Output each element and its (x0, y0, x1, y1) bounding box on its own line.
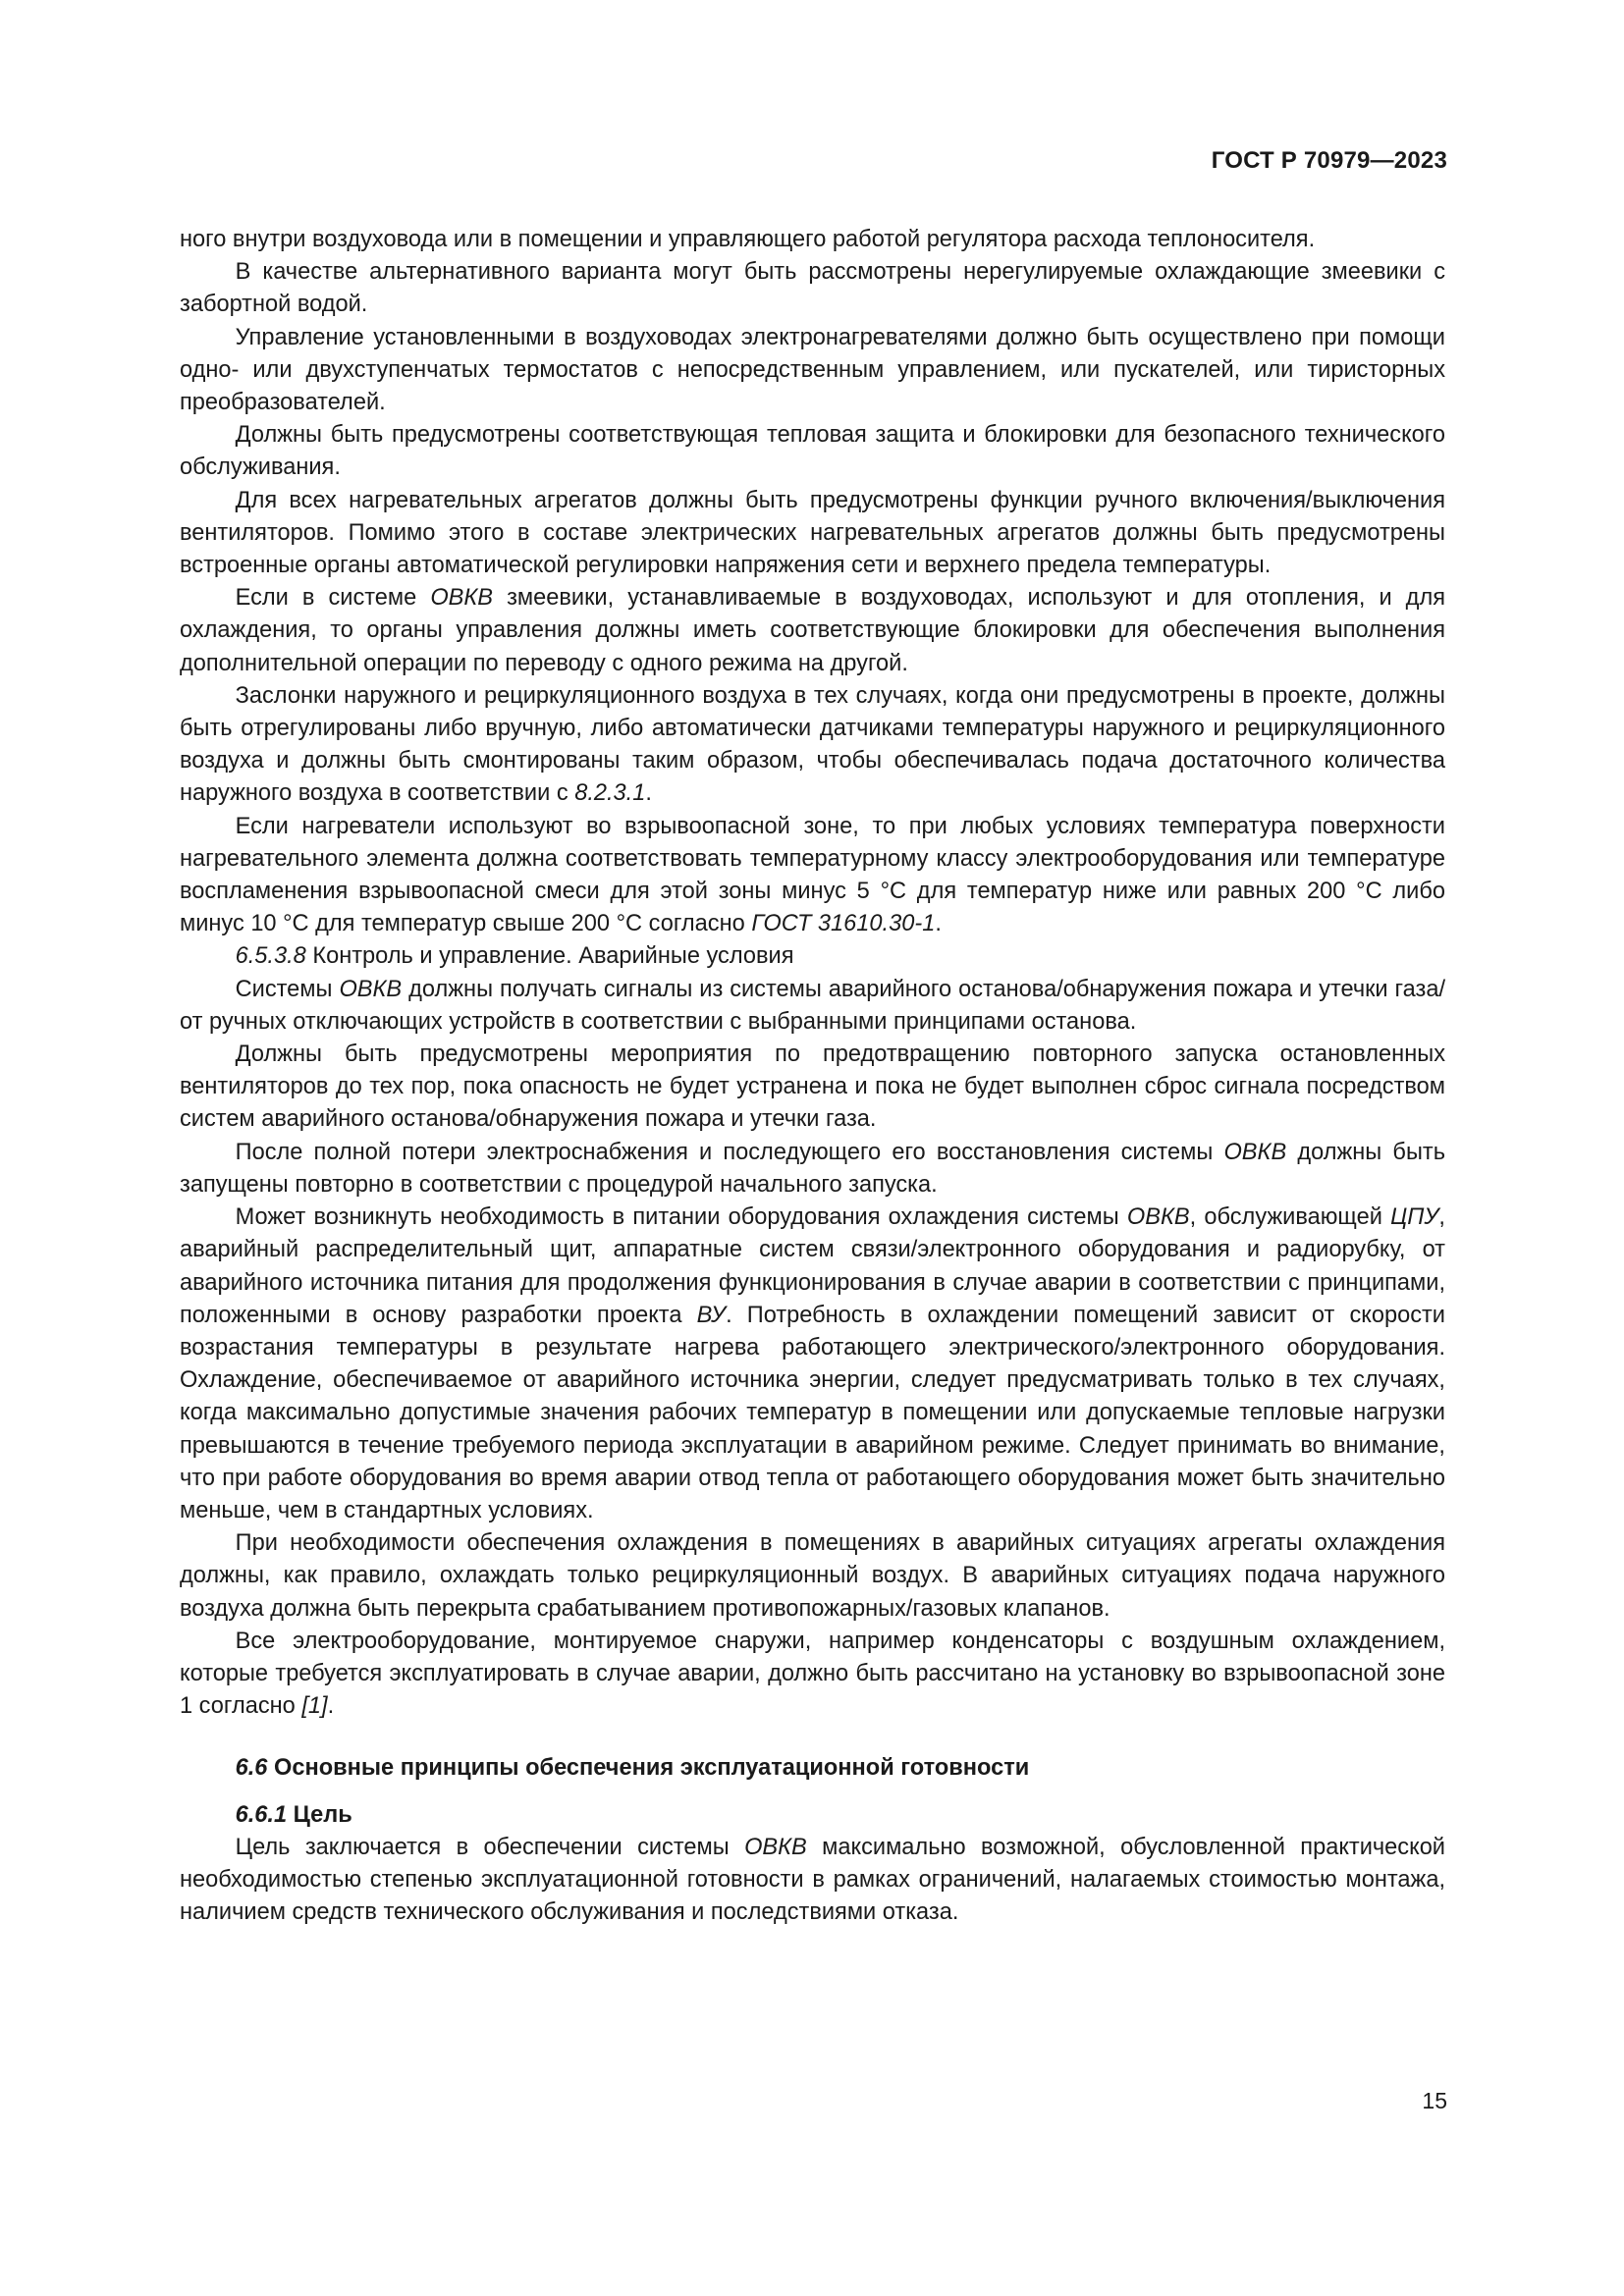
spacer (180, 1723, 1445, 1752)
text-run: После полной потери электроснабжения и последующего его восстановления системы (235, 1139, 1224, 1165)
paragraph-continuation: ного внутри воздуховода или в помещении и управляющего работой регулятора расхода теплоносителя. (180, 227, 1316, 252)
text-run: , аварийный распределительный щит, аппаратные систем связи/электронного оборудования и радиорубку, от аварийного источника питания для продолжения функционирования в случае аварии в соответствии с принципами, положенными в основу разработки проекта (180, 1204, 1445, 1328)
paragraph (180, 582, 1445, 680)
subsection-number: 6.5.3.8 (235, 943, 306, 970)
abbreviation-ovkv: ОВКВ (430, 585, 494, 612)
subsection-number: 6.6.1 (235, 1801, 288, 1828)
paragraph: Должны быть предусмотрены соответствующая тепловая защита и блокировки для безопасного технического обслуживания. (180, 422, 1445, 481)
text-run: . (935, 911, 942, 937)
document-body (180, 224, 1445, 1929)
standard-reference: ГОСТ 31610.30-1 (751, 911, 936, 937)
section-title: Основные принципы обеспечения эксплуатационной готовности (267, 1755, 1030, 1782)
paragraph: Управление установленными в воздуховодах электронагревателями должно быть осуществлено при помощи одно- или двухступенчатых термостатов с непосредственным управлением, или пускателей, или тиристорных преобразователей. (180, 324, 1445, 416)
paragraph: Для всех нагревательных агрегатов должны быть предусмотрены функции ручного включения/выключения вентиляторов. Помимо этого в составе электрических нагревательных агрегатов должны быть предусмотрены встроенные органы автоматической регулировки напряжения сети и верхнего предела температуры. (180, 487, 1445, 579)
text-run: змеевики, устанавливаемые в воздуховодах, используют и для отопления, и для охлаждения, то органы управления должны иметь соответствующие блокировки для обеспечения выполнения дополнительной операции по переводу с одного режима на другой. (180, 585, 1445, 676)
abbreviation-cpu: ЦПУ (1390, 1204, 1439, 1231)
text-run: Если нагреватели используют во взрывоопасной зоне, то при любых условиях температура поверхности нагревательного элемента должна соответствовать температурному классу электрооборудования или температуре воспламенения взрывоопасной смеси для этой зоны минус 5 °C для температур ниже или равных 200 °C либо минус 10 °C для температур свыше 200 °C согласно (180, 813, 1445, 937)
abbreviation-ovkv: ОВКВ (1223, 1139, 1287, 1165)
abbreviation-ovkv: ОВКВ (339, 976, 403, 1002)
paragraph (180, 811, 1445, 941)
cross-reference: 8.2.3.1 (574, 780, 646, 807)
paragraph (180, 974, 1445, 1039)
bibliography-reference: [1] (301, 1693, 328, 1720)
abbreviation-ovkv: ОВКВ (1126, 1204, 1190, 1231)
document-code-header: ГОСТ Р 70979—2023 (1211, 147, 1447, 174)
page-number: 15 (1422, 2088, 1447, 2113)
paragraph (180, 1832, 1445, 1930)
text-run: . (645, 780, 652, 807)
subsection-heading (180, 1799, 1445, 1832)
text-run: должны получать сигналы из системы аварийного останова/обнаружения пожара и утечки газа/от ручных отключающих устройств в соответствии с выбранными принципами останова. (180, 976, 1445, 1035)
section-heading (180, 1752, 1445, 1785)
paragraph: Должны быть предусмотрены мероприятия по предотвращению повторного запуска остановленных вентиляторов до тех пор, пока опасность не будет устранена и пока не будет выполнен сброс сигнала посредством систем аварийного останова/обнаружения пожара и утечки газа. (180, 1041, 1445, 1133)
text-run: Цель заключается в обеспечении системы (235, 1834, 745, 1860)
text-run: Если в системе (235, 585, 431, 612)
paragraph (180, 680, 1445, 811)
paragraph: При необходимости обеспечения охлаждения в помещениях в аварийных ситуациях агрегаты охлаждения должны, как правило, охлаждать только рециркуляционный воздух. В аварийных ситуациях подача наружного воздуха должна быть перекрыта срабатыванием противопожарных/газовых клапанов. (180, 1530, 1445, 1622)
paragraph (180, 1626, 1445, 1724)
spacer (180, 1786, 1445, 1799)
text-run: Может возникнуть необходимость в питании оборудования охлаждения системы (235, 1204, 1127, 1231)
abbreviation-ovkv: ОВКВ (744, 1834, 807, 1860)
paragraph (180, 1201, 1445, 1527)
text-run: Системы (235, 976, 340, 1002)
paragraph (180, 1137, 1445, 1201)
text-run: Заслонки наружного и рециркуляционного воздуха в тех случаях, когда они предусмотрены в проекте, должны быть отрегулированы либо вручную, либо автоматически датчиками температуры наружного и рециркуляционного воздуха и должны быть смонтированы таким образом, чтобы обеспечивалась подача достаточного количества наружного воздуха в соответствии с (180, 682, 1445, 807)
subsection-heading (180, 940, 1445, 973)
abbreviation-vu: ВУ (696, 1302, 727, 1328)
paragraph: В качестве альтернативного варианта могут быть рассмотрены нерегулируемые охлаждающие змеевики с забортной водой. (180, 259, 1445, 318)
section-number: 6.6 (235, 1755, 268, 1782)
subsection-title: Цель (287, 1801, 352, 1828)
text-run: должны быть запущены повторно в соответствии с процедурой начального запуска. (180, 1139, 1445, 1198)
text-run: . Потребность в охлаждении помещений зависит от скорости возрастания температуры в результате нагрева работающего электрического/электронного оборудования. Охлаждение, обеспечиваемое от аварийного источника энергии, следует предусматривать только в тех случаях, когда максимально допустимые значения рабочих температур в помещении или допускаемые тепловые нагрузки превышаются в течение требуемого периода эксплуатации в аварийном режиме. Следует принимать во внимание, что при работе оборудования во время аварии отвод тепла от работающего оборудования может быть значительно меньше, чем в стандартных условиях. (180, 1302, 1445, 1523)
subsection-title: Контроль и управление. Аварийные условия (305, 943, 794, 970)
text-run: . (327, 1693, 335, 1720)
text-run: максимально возможной, обусловленной практической необходимостью степенью эксплуатационной готовности в рамках ограничений, налагаемых стоимостью монтажа, наличием средств технического обслуживания и последствиями отказа. (180, 1834, 1445, 1926)
text-run: Все электрооборудование, монтируемое снаружи, например конденсаторы с воздушным охлаждением, которые требуется эксплуатировать в случае аварии, должно быть рассчитано на установку во взрывоопасной зоне 1 согласно (180, 1628, 1445, 1720)
text-run: , обслуживающей (1189, 1204, 1391, 1231)
